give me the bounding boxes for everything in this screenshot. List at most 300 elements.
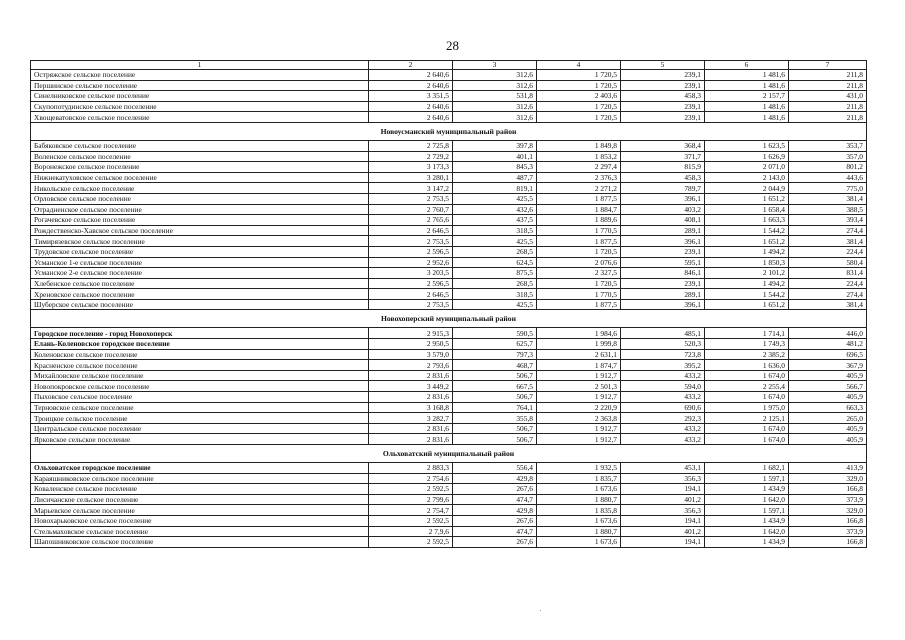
- value-cell: 1 912,7: [537, 370, 621, 381]
- value-cell: 393,4: [789, 215, 867, 226]
- value-cell: 329,0: [789, 473, 867, 484]
- value-cell: 3 147,2: [369, 183, 453, 194]
- settlement-name: Троицкое сельское поселение: [31, 413, 369, 424]
- value-cell: 2 883,3: [369, 463, 453, 474]
- settlement-name: Ольховатское городское поселение: [31, 463, 369, 474]
- value-cell: 274,4: [789, 289, 867, 300]
- value-cell: 1 673,6: [537, 537, 621, 548]
- table-row: [31, 505, 867, 516]
- settlement-name: Стельмаховское сельское поселение: [31, 526, 369, 537]
- value-cell: 2 157,7: [705, 91, 789, 102]
- column-header: 4: [537, 61, 621, 70]
- settlement-name: Остряжское сельское поселение: [31, 70, 369, 81]
- value-cell: 318,5: [453, 289, 537, 300]
- value-cell: 433,2: [621, 392, 705, 403]
- value-cell: 1 494,2: [705, 278, 789, 289]
- value-cell: 1 999,8: [537, 339, 621, 350]
- value-cell: 312,6: [453, 80, 537, 91]
- settlement-name: Воронежское сельское поселение: [31, 162, 369, 173]
- value-cell: 556,4: [453, 463, 537, 474]
- value-cell: 1 651,2: [705, 193, 789, 204]
- value-cell: 1 720,5: [537, 101, 621, 112]
- value-cell: 458,3: [621, 172, 705, 183]
- settlement-name: Усманское 1-е сельское поселение: [31, 257, 369, 268]
- value-cell: 2 753,5: [369, 193, 453, 204]
- settlement-name: Новохарьковское сельское поселение: [31, 515, 369, 526]
- settlement-name: Центральское сельское поселение: [31, 423, 369, 434]
- value-cell: 764,1: [453, 402, 537, 413]
- section-header-row: [31, 310, 867, 328]
- value-cell: 239,1: [621, 80, 705, 91]
- table-row: [31, 392, 867, 403]
- table-row: [31, 236, 867, 247]
- settlement-name: Тимирязевское сельское поселение: [31, 236, 369, 247]
- table-row: [31, 80, 867, 91]
- value-cell: 2 271,2: [537, 183, 621, 194]
- value-cell: 405,9: [789, 423, 867, 434]
- settlement-name: Рождественско-Хавское сельское поселение: [31, 225, 369, 236]
- value-cell: 506,7: [453, 434, 537, 445]
- section-title: Ольховатский муниципальный район: [31, 445, 867, 463]
- value-cell: 1 770,5: [537, 225, 621, 236]
- value-cell: 289,1: [621, 225, 705, 236]
- value-cell: 1 850,3: [705, 257, 789, 268]
- table-row: [31, 484, 867, 495]
- value-cell: 580,4: [789, 257, 867, 268]
- settlement-name: Хвощеватовское сельское поселение: [31, 112, 369, 123]
- settlement-name: Марьевское сельское поселение: [31, 505, 369, 516]
- value-cell: 368,4: [621, 140, 705, 151]
- value-cell: 1 663,3: [705, 215, 789, 226]
- value-cell: 1 880,7: [537, 526, 621, 537]
- value-cell: 446,0: [789, 328, 867, 339]
- settlement-name: Першинское сельское поселение: [31, 80, 369, 91]
- value-cell: 1 912,7: [537, 434, 621, 445]
- value-cell: 356,3: [621, 505, 705, 516]
- value-cell: 595,1: [621, 257, 705, 268]
- value-cell: 1 714,1: [705, 328, 789, 339]
- value-cell: 506,7: [453, 423, 537, 434]
- value-cell: 1 623,5: [705, 140, 789, 151]
- budget-table: [30, 60, 867, 548]
- value-cell: 1 720,5: [537, 70, 621, 81]
- value-cell: 3 351,5: [369, 91, 453, 102]
- table-row: [31, 423, 867, 434]
- value-cell: 1 481,6: [705, 70, 789, 81]
- value-cell: 474,7: [453, 494, 537, 505]
- value-cell: 425,5: [453, 299, 537, 310]
- value-cell: 474,7: [453, 526, 537, 537]
- column-header: 5: [621, 61, 705, 70]
- value-cell: 506,7: [453, 370, 537, 381]
- value-cell: 2 592,5: [369, 515, 453, 526]
- table-row: [31, 463, 867, 474]
- value-cell: 3 203,5: [369, 268, 453, 279]
- value-cell: 312,6: [453, 70, 537, 81]
- settlement-name: Терновское сельское поселение: [31, 402, 369, 413]
- value-cell: 239,1: [621, 246, 705, 257]
- table-row: [31, 215, 867, 226]
- section-header-row: [31, 122, 867, 140]
- value-cell: 663,3: [789, 402, 867, 413]
- table-row: [31, 204, 867, 215]
- table-row: [31, 349, 867, 360]
- value-cell: 405,9: [789, 392, 867, 403]
- value-cell: 433,2: [621, 434, 705, 445]
- value-cell: 2 831,6: [369, 370, 453, 381]
- value-cell: 624,5: [453, 257, 537, 268]
- value-cell: 2 363,8: [537, 413, 621, 424]
- value-cell: 194,1: [621, 537, 705, 548]
- value-cell: 413,9: [789, 463, 867, 474]
- settlement-name: Лисичанское сельское поселение: [31, 494, 369, 505]
- value-cell: 2 385,2: [705, 349, 789, 360]
- value-cell: 211,8: [789, 101, 867, 112]
- value-cell: 2 640,6: [369, 80, 453, 91]
- settlement-name: Коленовское сельское поселение: [31, 349, 369, 360]
- value-cell: 1 544,2: [705, 225, 789, 236]
- table-row: [31, 278, 867, 289]
- value-cell: 2 125,1: [705, 413, 789, 424]
- value-cell: 1 673,6: [537, 484, 621, 495]
- value-cell: 1 651,2: [705, 236, 789, 247]
- table-row: [31, 193, 867, 204]
- value-cell: 356,3: [621, 473, 705, 484]
- value-cell: 1 849,8: [537, 140, 621, 151]
- value-cell: 2 646,5: [369, 225, 453, 236]
- value-cell: 594,0: [621, 381, 705, 392]
- value-cell: 1 720,5: [537, 278, 621, 289]
- table-row: [31, 140, 867, 151]
- table-row: [31, 172, 867, 183]
- settlement-name: Усманское 2-е сельское поселение: [31, 268, 369, 279]
- value-cell: 846,1: [621, 268, 705, 279]
- settlement-name: Нижнекатуховское сельское поселение: [31, 172, 369, 183]
- table-row: [31, 70, 867, 81]
- value-cell: 318,5: [453, 225, 537, 236]
- value-cell: 2 327,5: [537, 268, 621, 279]
- value-cell: 2 729,2: [369, 151, 453, 162]
- value-cell: 1 835,8: [537, 505, 621, 516]
- value-cell: 2 640,6: [369, 101, 453, 112]
- value-cell: 1 494,2: [705, 246, 789, 257]
- value-cell: 396,1: [621, 236, 705, 247]
- value-cell: 267,6: [453, 515, 537, 526]
- value-cell: 396,1: [621, 299, 705, 310]
- table-row: [31, 151, 867, 162]
- value-cell: 1 481,6: [705, 101, 789, 112]
- value-cell: 267,6: [453, 537, 537, 548]
- value-cell: 211,8: [789, 80, 867, 91]
- value-cell: 194,1: [621, 515, 705, 526]
- value-cell: 224,4: [789, 278, 867, 289]
- value-cell: 789,7: [621, 183, 705, 194]
- value-cell: 405,9: [789, 434, 867, 445]
- value-cell: 388,5: [789, 204, 867, 215]
- settlement-name: Скупопотудинское сельское поселение: [31, 101, 369, 112]
- value-cell: 2 831,6: [369, 423, 453, 434]
- value-cell: 2 376,3: [537, 172, 621, 183]
- value-cell: 432,6: [453, 204, 537, 215]
- value-cell: 2 831,6: [369, 392, 453, 403]
- value-cell: 2 143,0: [705, 172, 789, 183]
- column-header: 6: [705, 61, 789, 70]
- value-cell: 425,5: [453, 193, 537, 204]
- value-cell: 1 877,5: [537, 193, 621, 204]
- value-cell: 2 952,6: [369, 257, 453, 268]
- value-cell: 1 880,7: [537, 494, 621, 505]
- table-row: [31, 183, 867, 194]
- value-cell: 566,7: [789, 381, 867, 392]
- value-cell: 2 753,5: [369, 299, 453, 310]
- table-row: [31, 515, 867, 526]
- value-cell: 396,1: [621, 193, 705, 204]
- value-cell: 312,6: [453, 112, 537, 123]
- value-cell: 401,2: [621, 526, 705, 537]
- value-cell: 819,1: [453, 183, 537, 194]
- settlement-name: Трудовское сельское поселение: [31, 246, 369, 257]
- value-cell: 381,4: [789, 236, 867, 247]
- value-cell: 1 481,6: [705, 112, 789, 123]
- table-row: [31, 246, 867, 257]
- value-cell: 2 646,5: [369, 289, 453, 300]
- value-cell: 1 674,0: [705, 423, 789, 434]
- settlement-name: Ярковское сельское поселение: [31, 434, 369, 445]
- value-cell: 2 071,0: [705, 162, 789, 173]
- table-row: [31, 101, 867, 112]
- settlement-name: Хреновское сельское поселение: [31, 289, 369, 300]
- value-cell: 431,0: [789, 91, 867, 102]
- value-cell: 194,1: [621, 484, 705, 495]
- value-cell: 1 884,7: [537, 204, 621, 215]
- value-cell: 429,8: [453, 505, 537, 516]
- value-cell: 2 596,5: [369, 278, 453, 289]
- table-row: [31, 494, 867, 505]
- settlement-name: Красненское сельское поселение: [31, 360, 369, 371]
- value-cell: 485,1: [621, 328, 705, 339]
- settlement-name: Пыховское сельское поселение: [31, 392, 369, 403]
- value-cell: 1 889,6: [537, 215, 621, 226]
- page-number: 28: [446, 38, 459, 53]
- value-cell: 2 640,6: [369, 70, 453, 81]
- value-cell: 2 501,3: [537, 381, 621, 392]
- value-cell: 355,8: [453, 413, 537, 424]
- value-cell: 292,3: [621, 413, 705, 424]
- table-row: [31, 402, 867, 413]
- value-cell: 1 434,9: [705, 537, 789, 548]
- column-header: 2: [369, 61, 453, 70]
- table-row: [31, 299, 867, 310]
- value-cell: 1 642,0: [705, 494, 789, 505]
- value-cell: 265,0: [789, 413, 867, 424]
- value-cell: 2 760,7: [369, 204, 453, 215]
- table-row: [31, 473, 867, 484]
- value-cell: 2 915,3: [369, 328, 453, 339]
- value-cell: 211,8: [789, 70, 867, 81]
- value-cell: 1 835,7: [537, 473, 621, 484]
- value-cell: 2 831,6: [369, 434, 453, 445]
- value-cell: 395,2: [621, 360, 705, 371]
- value-cell: 2 754,6: [369, 473, 453, 484]
- value-cell: 274,4: [789, 225, 867, 236]
- value-cell: 2 950,5: [369, 339, 453, 350]
- column-header: 7: [789, 61, 867, 70]
- value-cell: 239,1: [621, 112, 705, 123]
- value-cell: 425,5: [453, 236, 537, 247]
- settlement-name: Отрадненское сельское поселение: [31, 204, 369, 215]
- settlement-name: Караяшниковское сельское поселение: [31, 473, 369, 484]
- value-cell: 3 173,3: [369, 162, 453, 173]
- table-row: [31, 526, 867, 537]
- value-cell: 2 403,6: [537, 91, 621, 102]
- value-cell: 2 297,4: [537, 162, 621, 173]
- value-cell: 1 597,1: [705, 505, 789, 516]
- value-cell: 373,9: [789, 526, 867, 537]
- value-cell: 2 793,6: [369, 360, 453, 371]
- value-cell: 831,4: [789, 268, 867, 279]
- value-cell: 1 682,1: [705, 463, 789, 474]
- table-row: [31, 381, 867, 392]
- value-cell: 667,5: [453, 381, 537, 392]
- value-cell: 1 877,5: [537, 299, 621, 310]
- value-cell: 2 753,5: [369, 236, 453, 247]
- value-cell: 2 596,5: [369, 246, 453, 257]
- section-title: Новохоперский муниципальный район: [31, 310, 867, 328]
- settlement-name: Шапошниковское сельское поселение: [31, 537, 369, 548]
- value-cell: 2 799,6: [369, 494, 453, 505]
- value-cell: 1 434,9: [705, 515, 789, 526]
- value-cell: 166,8: [789, 515, 867, 526]
- value-cell: 1 975,0: [705, 402, 789, 413]
- settlement-name: Бабяковское сельское поселение: [31, 140, 369, 151]
- settlement-name: Синелниковское сельское поселение: [31, 91, 369, 102]
- value-cell: 1 720,5: [537, 246, 621, 257]
- value-cell: 367,9: [789, 360, 867, 371]
- value-cell: 312,6: [453, 101, 537, 112]
- section-title: Новоусманский муниципальный район: [31, 122, 867, 140]
- settlement-name: Хлебенское сельское поселение: [31, 278, 369, 289]
- value-cell: 481,2: [789, 339, 867, 350]
- value-cell: 723,8: [621, 349, 705, 360]
- value-cell: 2 725,8: [369, 140, 453, 151]
- value-cell: 211,8: [789, 112, 867, 123]
- table-row: [31, 162, 867, 173]
- value-cell: 381,4: [789, 193, 867, 204]
- table-row: [31, 257, 867, 268]
- settlement-name: Орловское сельское поселение: [31, 193, 369, 204]
- table-row: [31, 434, 867, 445]
- value-cell: 2 7,9,6: [369, 526, 453, 537]
- table-row: [31, 268, 867, 279]
- value-cell: 458,3: [621, 91, 705, 102]
- settlement-name: Воленское сельское поселение: [31, 151, 369, 162]
- value-cell: 401,2: [621, 494, 705, 505]
- value-cell: 3 449,2: [369, 381, 453, 392]
- value-cell: 531,8: [453, 91, 537, 102]
- value-cell: 2 754,7: [369, 505, 453, 516]
- table-row: [31, 360, 867, 371]
- value-cell: 433,2: [621, 423, 705, 434]
- settlement-name: Елань-Коленовское городское поселение: [31, 339, 369, 350]
- value-cell: 2 631,1: [537, 349, 621, 360]
- value-cell: 801,2: [789, 162, 867, 173]
- value-cell: 268,5: [453, 278, 537, 289]
- value-cell: 1 720,5: [537, 112, 621, 123]
- value-cell: 2 101,2: [705, 268, 789, 279]
- value-cell: 1 912,7: [537, 392, 621, 403]
- value-cell: 1 674,0: [705, 370, 789, 381]
- value-cell: 408,1: [621, 215, 705, 226]
- value-cell: 397,8: [453, 140, 537, 151]
- value-cell: 239,1: [621, 70, 705, 81]
- value-cell: 405,9: [789, 370, 867, 381]
- settlement-name: Рогачевское сельское поселение: [31, 215, 369, 226]
- value-cell: 2 640,6: [369, 112, 453, 123]
- value-cell: 453,1: [621, 463, 705, 474]
- value-cell: 443,6: [789, 172, 867, 183]
- value-cell: 487,7: [453, 172, 537, 183]
- settlement-name: Михайловское сельское поселение: [31, 370, 369, 381]
- value-cell: 1 674,0: [705, 434, 789, 445]
- value-cell: 1 932,5: [537, 463, 621, 474]
- settlement-name: Никольское сельское поселение: [31, 183, 369, 194]
- table-row: [31, 289, 867, 300]
- scan-speck: [540, 610, 541, 611]
- table-row: [31, 413, 867, 424]
- value-cell: 2 765,6: [369, 215, 453, 226]
- value-cell: 1 673,6: [537, 515, 621, 526]
- value-cell: 1 544,2: [705, 289, 789, 300]
- value-cell: 1 720,5: [537, 80, 621, 91]
- value-cell: 2 255,4: [705, 381, 789, 392]
- value-cell: 433,2: [621, 370, 705, 381]
- value-cell: 371,7: [621, 151, 705, 162]
- value-cell: 357,0: [789, 151, 867, 162]
- value-cell: 2 076,6: [537, 257, 621, 268]
- table-row: [31, 225, 867, 236]
- column-header: 1: [31, 61, 369, 70]
- value-cell: 815,9: [621, 162, 705, 173]
- value-cell: 2 044,9: [705, 183, 789, 194]
- value-cell: 239,1: [621, 101, 705, 112]
- value-cell: 3 282,7: [369, 413, 453, 424]
- value-cell: 520,3: [621, 339, 705, 350]
- section-header-row: [31, 445, 867, 463]
- column-header: 3: [453, 61, 537, 70]
- header-row: [31, 61, 867, 70]
- value-cell: 1 658,4: [705, 204, 789, 215]
- value-cell: 3 168,8: [369, 402, 453, 413]
- value-cell: 506,7: [453, 392, 537, 403]
- settlement-name: Коваленское сельское поселение: [31, 484, 369, 495]
- value-cell: 690,6: [621, 402, 705, 413]
- table-row: [31, 112, 867, 123]
- value-cell: 1 597,1: [705, 473, 789, 484]
- value-cell: 1 636,0: [705, 360, 789, 371]
- value-cell: 2 592,5: [369, 484, 453, 495]
- value-cell: 1 481,6: [705, 80, 789, 91]
- settlement-name: Городское поселение - город Новохоперск: [31, 328, 369, 339]
- value-cell: 1 642,0: [705, 526, 789, 537]
- value-cell: 239,1: [621, 278, 705, 289]
- value-cell: 403,2: [621, 204, 705, 215]
- value-cell: 329,0: [789, 505, 867, 516]
- value-cell: 1 874,7: [537, 360, 621, 371]
- settlement-name: Шуберское сельское поселение: [31, 299, 369, 310]
- value-cell: 2 592,5: [369, 537, 453, 548]
- value-cell: 1 651,2: [705, 299, 789, 310]
- value-cell: 1 434,9: [705, 484, 789, 495]
